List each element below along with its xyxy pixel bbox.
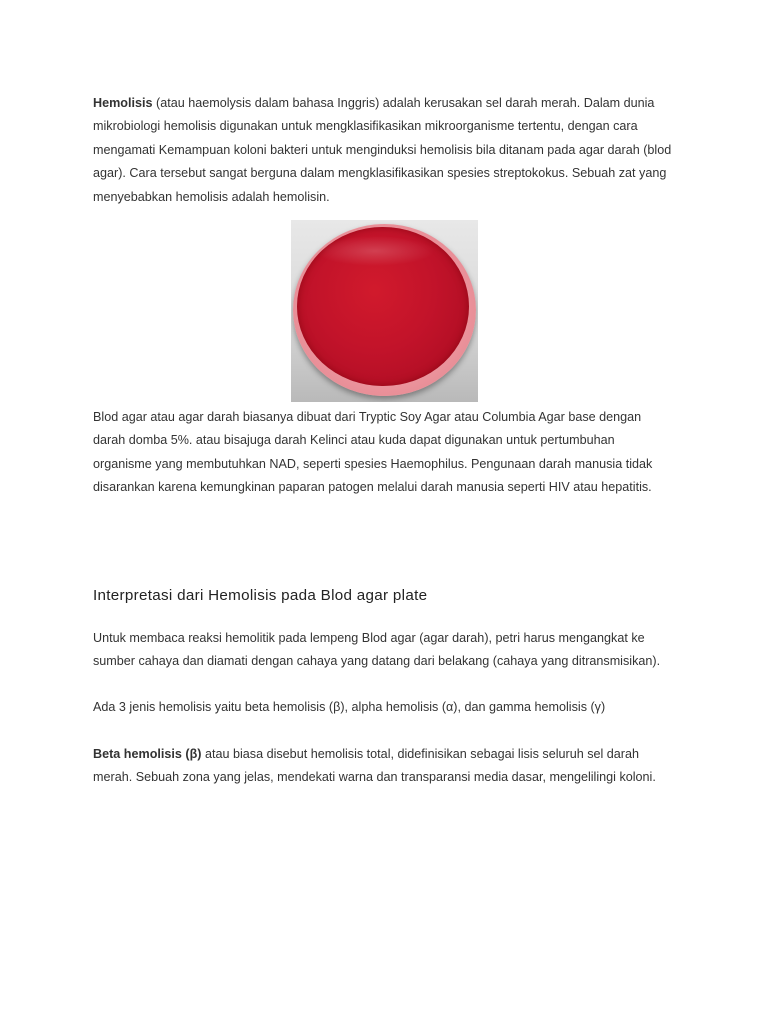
petri-dish-reflection: [315, 236, 435, 266]
intro-paragraph-text: (atau haemolysis dalam bahasa Inggris) adalah kerusakan sel darah merah. Dalam dunia mikrobiologi hemolisis digunakan untuk mengklasifikasikan mikroorganisme tertentu, dengan cara mengamati Kemampuan koloni bakteri untuk menginduksi hemolisis bila ditanam pada agar darah (blod agar). Cara tersebut sangat berguna dalam mengklasifikasikan spesies streptokokus. Sebuah zat yang menyebabkan hemolisis adalah hemolisin.: [93, 96, 672, 204]
term-hemolisis: Hemolisis: [93, 96, 153, 110]
section-heading: Interpretasi dari Hemolisis pada Blod agar plate: [93, 586, 428, 604]
term-beta-hemolisis: Beta hemolisis (β): [93, 746, 202, 761]
reading-instructions-paragraph: Untuk membaca reaksi hemolitik pada lempeng Blod agar (agar darah), petri harus mengangkat ke sumber cahaya dan diamati dengan cahaya yang datang dari belakang (cahaya yang ditransmisikan).: [93, 630, 661, 669]
blood-agar-plate-image: [291, 220, 478, 402]
beta-hemolysis-text: atau biasa disebut hemolisis total, didefinisikan sebagai lisis seluruh sel darah merah. Sebuah zona yang jelas, mendekati warna dan transparansi media dasar, mengelilingi koloni.: [93, 746, 656, 785]
beta-hemolysis-paragraph: [93, 743, 673, 790]
blood-agar-paragraph: Blod agar atau agar darah biasanya dibuat dari Tryptic Soy Agar atau Columbia Agar base dengan darah domba 5%. atau bisajuga darah Kelinci atau kuda dapat digunakan untuk pertumbuhan organisme yang membutuhkan NAD, seperti spesies Haemophilus. Pengunaan darah manusia tidak disarankan karena kemungkinan paparan patogen melalui darah manusia seperti HIV atau hepatitis.: [93, 410, 653, 495]
hemolysis-types-paragraph: Ada 3 jenis hemolisis yaitu beta hemolisis (β), alpha hemolisis (α), dan gamma hemolisis (γ): [93, 700, 606, 715]
intro-paragraph: [93, 92, 673, 209]
document-page: [93, 92, 673, 790]
